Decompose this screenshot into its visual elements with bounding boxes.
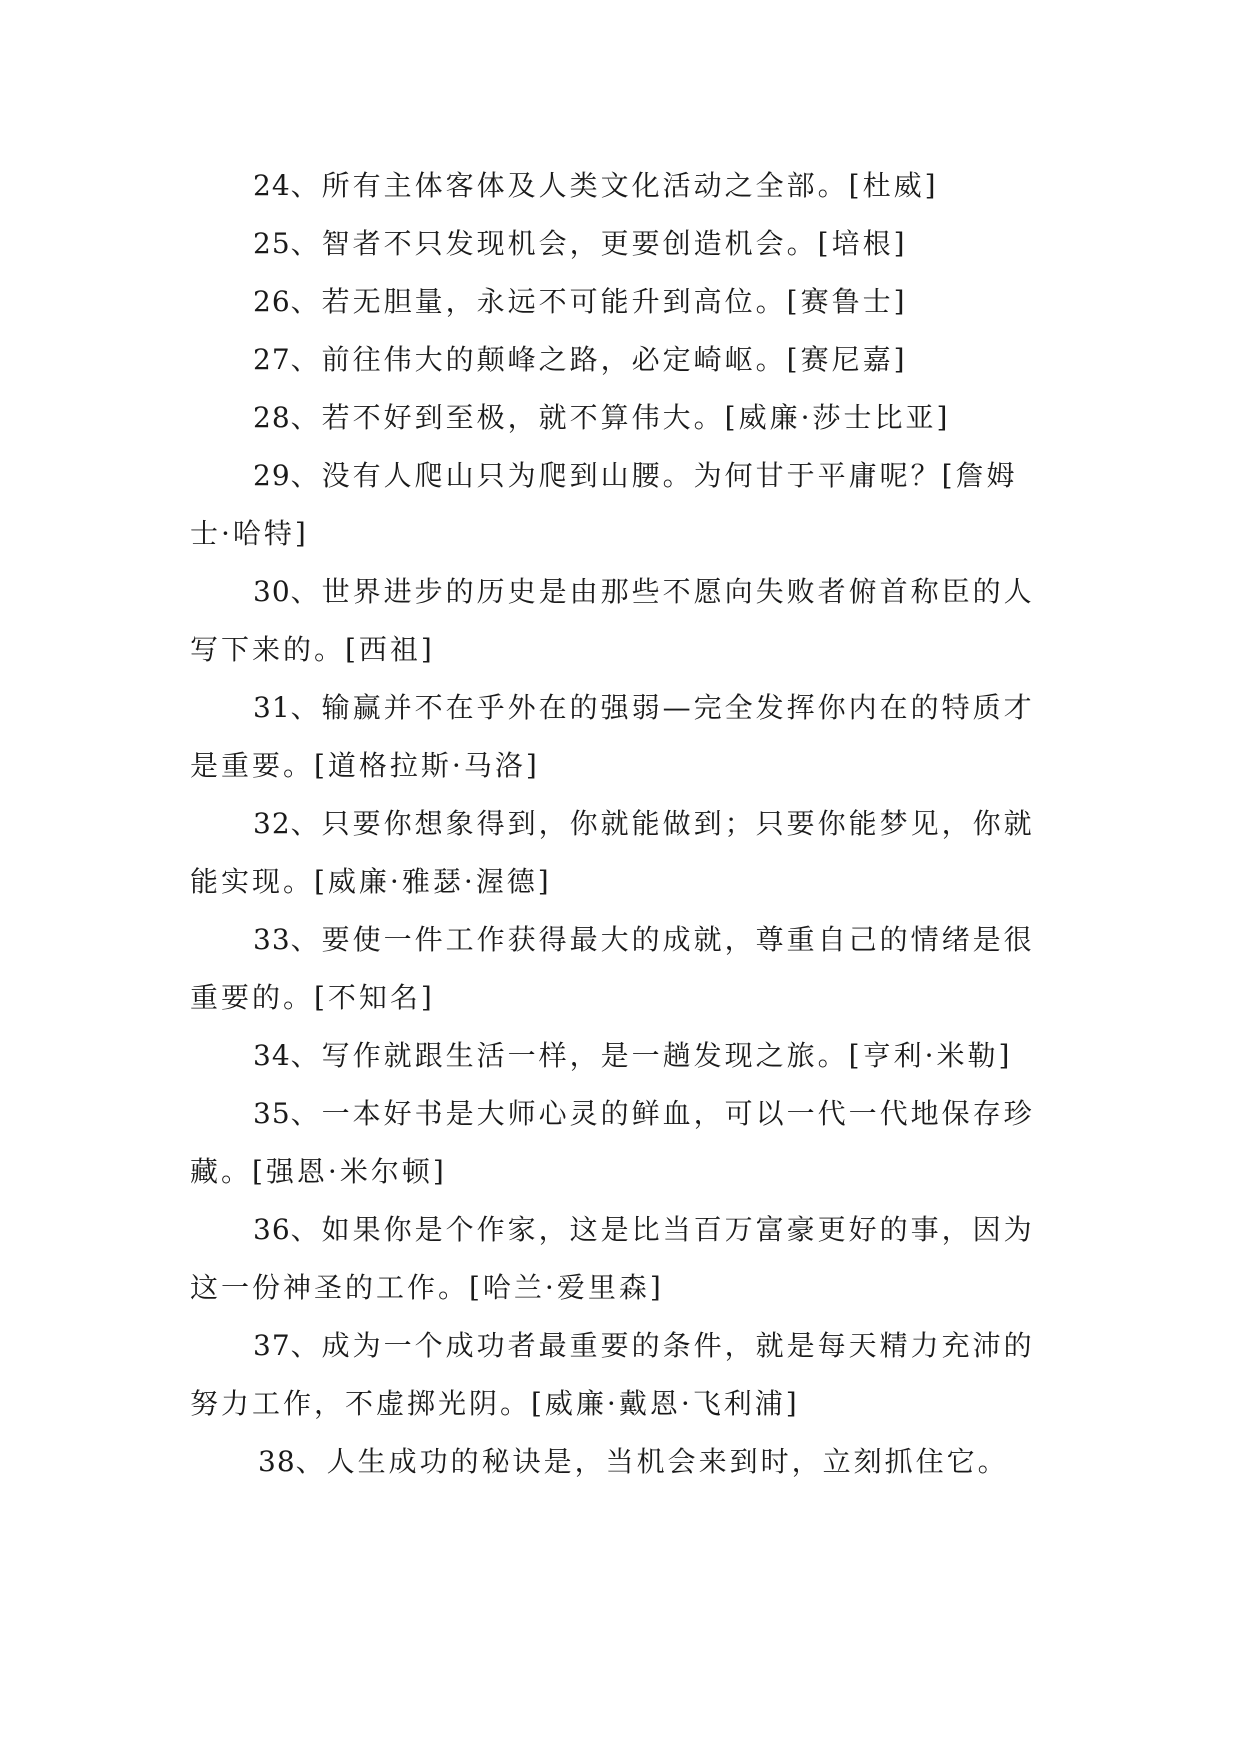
quote-number: 36 bbox=[253, 1213, 291, 1246]
quote-30 bbox=[190, 563, 1046, 679]
quote-29 bbox=[190, 447, 1046, 563]
quote-number: 37 bbox=[253, 1329, 291, 1362]
quote-text: 、世界进步的历史是由那些不愿向失败者俯首称臣的人写下来的。[西祖] bbox=[190, 575, 1035, 666]
quote-number: 24 bbox=[253, 169, 291, 202]
quote-text: 、一本好书是大师心灵的鲜血，可以一代一代地保存珍藏。[强恩·米尔顿] bbox=[190, 1097, 1035, 1188]
quote-28 bbox=[190, 389, 1046, 447]
quote-34 bbox=[190, 1027, 1046, 1085]
quote-number: 27 bbox=[253, 343, 291, 376]
quote-number: 31 bbox=[253, 691, 291, 724]
quote-31 bbox=[190, 679, 1046, 795]
quote-number: 29 bbox=[253, 459, 291, 492]
quote-list bbox=[190, 157, 1046, 1491]
quote-35 bbox=[190, 1085, 1046, 1201]
quote-text: 、没有人爬山只为爬到山腰。为何甘于平庸呢？[詹姆士·哈特] bbox=[190, 459, 1018, 550]
quote-number: 38 bbox=[258, 1445, 296, 1478]
quote-text: 、前往伟大的颠峰之路，必定崎岖。[赛尼嘉] bbox=[290, 343, 908, 376]
quote-text: 、所有主体客体及人类文化活动之全部。[杜威] bbox=[290, 169, 939, 202]
quote-number: 35 bbox=[253, 1097, 291, 1130]
quote-number: 25 bbox=[253, 227, 291, 260]
quote-number: 32 bbox=[253, 807, 291, 840]
quote-text: 、若不好到至极，就不算伟大。[威廉·莎士比亚] bbox=[290, 401, 951, 434]
quote-26 bbox=[190, 273, 1046, 331]
quote-27 bbox=[190, 331, 1046, 389]
quote-text: 、人生成功的秘诀是，当机会来到时，立刻抓住它。 bbox=[295, 1445, 1009, 1478]
quote-number: 26 bbox=[253, 285, 291, 318]
quote-number: 30 bbox=[253, 575, 291, 608]
quote-text: 、智者不只发现机会，更要创造机会。[培根] bbox=[290, 227, 908, 260]
quote-text: 、如果你是个作家，这是比当百万富豪更好的事，因为这一份神圣的工作。[哈兰·爱里森] bbox=[190, 1213, 1035, 1304]
quote-number: 33 bbox=[253, 923, 291, 956]
quote-text: 、若无胆量，永远不可能升到高位。[赛鲁士] bbox=[290, 285, 908, 318]
quote-number: 34 bbox=[253, 1039, 291, 1072]
quote-37 bbox=[190, 1317, 1046, 1433]
quote-24 bbox=[190, 157, 1046, 215]
quote-33 bbox=[190, 911, 1046, 1027]
quote-36 bbox=[190, 1201, 1046, 1317]
quote-32 bbox=[190, 795, 1046, 911]
quote-text: 、要使一件工作获得最大的成就，尊重自己的情绪是很重要的。[不知名] bbox=[190, 923, 1035, 1014]
quote-text: 、只要你想象得到，你就能做到；只要你能梦见，你就能实现。[威廉·雅瑟·渥德] bbox=[190, 807, 1035, 898]
quote-text: 、输赢并不在乎外在的强弱—完全发挥你内在的特质才是重要。[道格拉斯·马洛] bbox=[190, 691, 1035, 782]
quote-38 bbox=[190, 1433, 1046, 1491]
quote-25 bbox=[190, 215, 1046, 273]
quote-number: 28 bbox=[253, 401, 291, 434]
quote-text: 、写作就跟生活一样，是一趟发现之旅。[亨利·米勒] bbox=[290, 1039, 1013, 1072]
quote-text: 、成为一个成功者最重要的条件，就是每天精力充沛的努力工作，不虚掷光阴。[威廉·戴恩·飞利浦] bbox=[190, 1329, 1035, 1420]
